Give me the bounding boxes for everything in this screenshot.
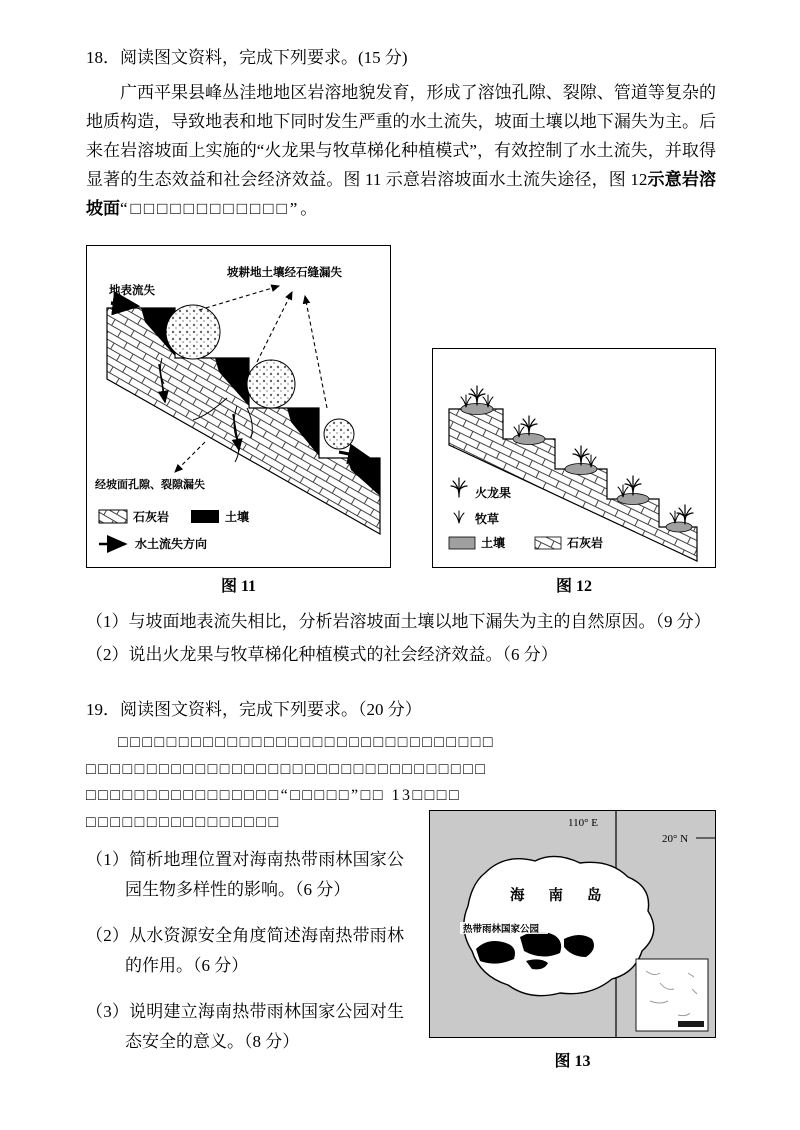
island-name-label: 海南岛 — [510, 887, 626, 904]
inset-map-frame — [636, 959, 708, 1031]
q19-sub1: （1）简析地理位置对海南热带雨林国家公园生物多样性的影响。（6 分） — [86, 850, 404, 899]
pitaya-plant — [573, 446, 589, 465]
legend-limestone-swatch — [535, 537, 561, 549]
pitaya-plant — [521, 416, 537, 435]
legend-limestone-label: 石灰岩 — [133, 510, 170, 524]
stone-pile — [166, 305, 220, 359]
surface-loss-arrow — [339, 452, 369, 458]
fig11-diagram — [87, 246, 390, 567]
figure-13-frame — [429, 810, 716, 1038]
fig11-caption: 图 11 — [220, 578, 257, 595]
pore-loss-arrow — [175, 442, 205, 472]
legend-soil-swatch — [191, 510, 219, 523]
q18-sub1: （1）与坡面地表流失相比，分析岩溶坡面土壤以地下漏失为主的自然原因。（9 分） — [86, 612, 711, 631]
q19-sub3: （3）说明建立海南热带雨林国家公园对生态安全的意义。（8 分） — [86, 1002, 404, 1051]
soil-pocket — [666, 522, 692, 532]
q19-para-line: □□□□□□□□□□□□□□□□□□□□□□□□□□□□□□□ — [118, 734, 496, 751]
fig13-caption: 图 13 — [554, 1052, 591, 1070]
q18-sub2: （2）说出火龙果与牧草梯化种植模式的社会经济效益。（6 分） — [86, 645, 558, 664]
crevice-loss-arrow — [305, 296, 327, 408]
q19-right-column — [429, 810, 716, 1071]
legend-soil-label: 土壤 — [225, 510, 250, 524]
q19-body-row — [86, 810, 716, 1074]
figures-row — [86, 245, 716, 568]
lat-label: 20° N — [662, 832, 689, 845]
stone-pile — [247, 360, 295, 408]
q18-header: 18．阅读图文资料，完成下列要求。(15 分) — [86, 48, 408, 67]
q19-header: 19．阅读图文资料，完成下列要求。（20 分） — [86, 700, 422, 719]
q18-para-seg1: 广西平果县峰丛洼地地区岩溶地貌发育，形成了溶蚀孔隙、裂隙、管道等复杂的地质构造，导致地表和地下同时发生严重的水土流失，坡面土壤以地下漏失为主。后来在岩溶坡面上实施的“火龙果与牧草梯化种植模式”，有效控制了水土流失，并取得显著的生态效益和社会经济效益。图 11 示意岩溶坡面水土流失途径，图 12 — [86, 83, 716, 189]
stone-pile — [324, 419, 354, 449]
legend-limestone-swatch — [99, 510, 127, 523]
q18-para-seg3-missing-glyphs: “□□□□□□□□□□□□”。 — [120, 199, 321, 218]
park-label: 热带雨林国家公园 — [463, 924, 540, 935]
q19-sub2: （2）从水资源安全角度简述海南热带雨林的作用。（6 分） — [86, 926, 404, 975]
legend-soil-swatch — [449, 537, 475, 549]
legend-pitaya-icon — [451, 478, 467, 497]
figure-11-frame — [86, 245, 391, 568]
q19-paragraph-missing-glyphs — [86, 730, 716, 810]
legend-grass-icon — [454, 511, 464, 523]
legend-grass-label: 牧草 — [475, 512, 500, 526]
q19-left-column — [86, 810, 404, 1074]
pitaya-plant — [469, 386, 485, 405]
fig12-caption: 图 12 — [555, 578, 592, 595]
fig13-map — [430, 811, 715, 1037]
legend-limestone-label: 石灰岩 — [567, 536, 604, 550]
captions-row — [86, 577, 716, 597]
pitaya-plant — [677, 505, 693, 524]
q18-subquestions — [86, 607, 716, 670]
legend-direction-label: 水土流失方向 — [135, 537, 208, 551]
pitaya-plant — [625, 476, 641, 495]
inset-map-label-bar — [678, 1021, 704, 1027]
surface-loss-label: 地表流失 — [109, 285, 155, 297]
q18-para-seg2-bold: 示意岩溶坡面 — [86, 170, 716, 218]
crevice-loss-label: 坡耕地土壤经石缝漏失 — [227, 267, 342, 279]
crevice-loss-arrow — [199, 286, 279, 310]
q19-para-line: □□□□□□□□□□□□□□□□□□□□□□□□□□□□□□□□□ — [86, 760, 488, 778]
legend-pitaya-label: 火龙果 — [475, 486, 512, 500]
legend-soil-label: 土壤 — [481, 536, 506, 550]
fig12-diagram — [433, 349, 715, 567]
q19-para-line: □□□□□□□□□□□□□□□□ — [86, 813, 281, 831]
figure-12-frame — [432, 348, 716, 568]
q19-para-line: □□□□□□□□□□□□□□□□“□□□□□”□□ 13□□□□ — [86, 787, 462, 804]
pore-loss-label: 经坡面孔隙、裂隙漏失 — [95, 479, 205, 491]
crevice-loss-arrow — [257, 292, 292, 362]
surface-loss-arrow — [111, 303, 137, 306]
lon-label: 110° E — [568, 816, 598, 829]
q18-paragraph — [86, 78, 716, 223]
